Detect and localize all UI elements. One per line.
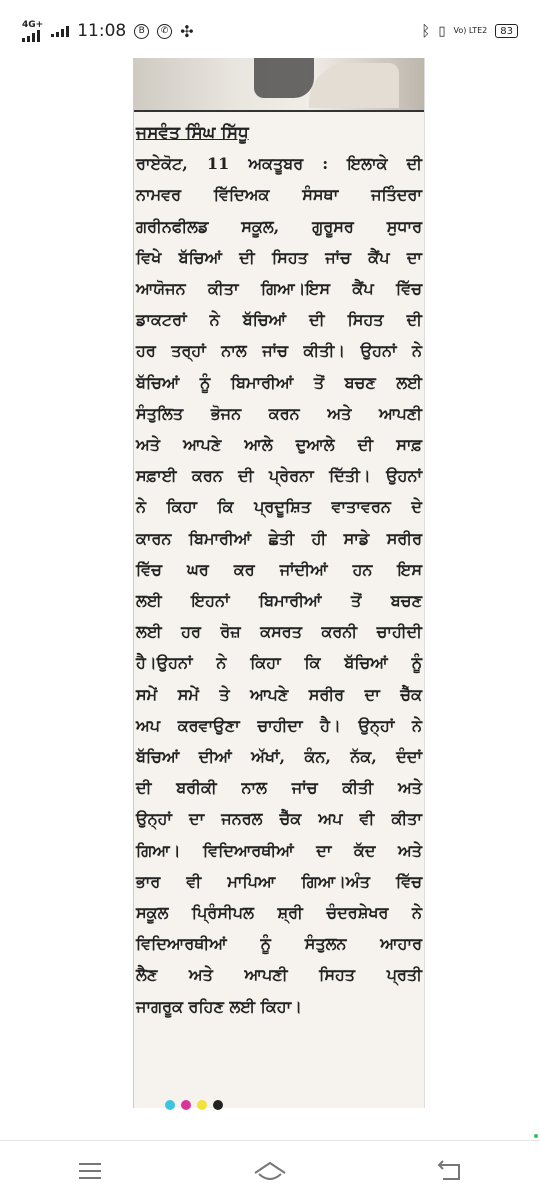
black-mark [213, 1100, 223, 1110]
cyan-mark [165, 1100, 175, 1110]
article-line: ਗਿਆ। ਵਿਦਿਆਰਥੀਆਂ ਦਾ ਕੱਦ ਅਤੇ [136, 840, 422, 860]
whatsapp-icon: ✆ [157, 24, 172, 39]
article-line: ਸਫ਼ਾਈ ਕਰਨ ਦੀ ਪ੍ਰੇਰਨਾ ਦਿੱਤੀ। ਉਹਨਾਂ [136, 466, 422, 486]
article-line: ਹਰ ਤਰ੍ਹਾਂ ਨਾਲ ਜਾਂਚ ਕੀਤੀ। ਉਹਨਾਂ ਨੇ [136, 341, 422, 361]
article-line: ਲੈਣ ਅਤੇ ਆਪਣੀ ਸਿਹਤ ਪ੍ਰਤੀ [136, 965, 422, 985]
print-color-marks [165, 1100, 223, 1110]
battery-level: 83 [500, 26, 513, 37]
navigation-bar [0, 1140, 540, 1201]
article-line: ਸਕੂਲ ਪ੍ਰਿੰਸੀਪਲ ਸ਼੍ਰੀ ਚੰਦਰਸ਼ੇਖਰ ਨੇ [136, 903, 422, 923]
volte-indicator: Vo) LTE2 [453, 26, 488, 35]
back-button[interactable] [420, 1151, 480, 1191]
article-line: ਅਪ ਕਰਵਾਉਣਾ ਚਾਹੀਦਾ ਹੈ। ਉਨ੍ਹਾਂ ਨੇ [136, 715, 422, 735]
signal-icon-2 [51, 25, 69, 37]
article-line: ਸੰਤੁਲਿਤ ਭੋਜਨ ਕਰਨ ਅਤੇ ਆਪਣੀ [136, 403, 422, 423]
home-button[interactable] [240, 1151, 300, 1191]
back-icon [435, 1159, 465, 1183]
status-bar [0, 0, 540, 62]
battery-icon [495, 24, 518, 38]
status-right [421, 22, 518, 40]
article-line: ਹੈ।ਉਹਨਾਂ ਨੇ ਕਿਹਾ ਕਿ ਬੱਚਿਆਂ ਨੂੰ [136, 653, 422, 673]
article-byline: ਜਸਵੰਤ ਸਿੰਘ ਸਿੱਧੂ [136, 123, 249, 143]
yellow-mark [197, 1100, 207, 1110]
article-line: ਲਈ ਹਰ ਰੋਜ਼ ਕਸਰਤ ਕਰਨੀ ਚਾਹੀਦੀ [136, 622, 422, 642]
article-line: ਡਾਕਟਰਾਂ ਨੇ ਬੱਚਿਆਂ ਦੀ ਸਿਹਤ ਦੀ [136, 310, 422, 330]
article-line: ਦੀ ਬਰੀਕੀ ਨਾਲ ਜਾਂਚ ਕੀਤੀ ਅਤੇ [136, 778, 422, 798]
article-line: ਰਾਏਕੋਟ, 11 ਅਕਤੂਬਰ : ਇਲਾਕੇ ਦੀ [136, 154, 422, 174]
article-line: ਲਈ ਇਹਨਾਂ ਬਿਮਾਰੀਆਂ ਤੋਂ ਬਚਣ [136, 591, 422, 611]
recent-apps-button[interactable] [60, 1151, 120, 1191]
signal-icon [22, 30, 43, 42]
article-line: ਬੱਚਿਆਂ ਨੂੰ ਬਿਮਾਰੀਆਂ ਤੋਂ ਬਚਣ ਲਈ [136, 372, 422, 392]
article-line: ਵਿਖੇ ਬੱਚਿਆਂ ਦੀ ਸਿਹਤ ਜਾਂਚ ਕੈਂਪ ਦਾ [136, 247, 422, 267]
article-line: ਆਯੋਜਨ ਕੀਤਾ ਗਿਆ।ਇਸ ਕੈਂਪ ਵਿੱਚ [136, 279, 422, 299]
network-type: 4G+ [22, 19, 44, 30]
article-line: ਗਰੀਨਫੀਲਡ ਸਕੂਲ, ਗੁਰੂਸਰ ਸੁਧਾਰ [136, 216, 422, 236]
b-notification-icon: B [134, 24, 149, 39]
article-line: ਅਤੇ ਆਪਣੇ ਆਲੇ ਦੁਆਲੇ ਦੀ ਸਾਫ਼ [136, 435, 422, 455]
article-body [134, 118, 424, 1022]
pinwheel-icon: ✣ [180, 21, 194, 41]
indicator-dot [534, 1134, 538, 1138]
home-icon [252, 1160, 288, 1182]
article-line: ਵਿਦਿਆਰਥੀਆਂ ਨੂੰ ਸੰਤੁਲਨ ਆਹਾਰ [136, 934, 422, 954]
article-line: ਜਾਗਰੂਕ ਰਹਿਣ ਲਈ ਕਿਹਾ। [136, 996, 302, 1016]
article-line: ਬੱਚਿਆਂ ਦੀਆਂ ਅੱਖਾਂ, ਕੰਨ, ਨੱਕ, ਦੰਦਾਂ [136, 747, 422, 767]
clock: 11:08 [77, 21, 127, 41]
article-line: ਕਾਰਨ ਬਿਮਾਰੀਆਂ ਛੇਤੀ ਹੀ ਸਾਡੇ ਸਰੀਰ [136, 528, 422, 548]
network-indicator [22, 21, 43, 42]
article-line: ਸਮੇਂ ਸਮੇਂ ਤੇ ਆਪਣੇ ਸਰੀਰ ਦਾ ਚੈੱਕ [136, 684, 422, 704]
article-line: ਉਨ੍ਹਾਂ ਦਾ ਜਨਰਲ ਚੈੱਕ ਅਪ ਵੀ ਕੀਤਾ [136, 809, 422, 829]
status-left [22, 21, 194, 42]
article-photo [134, 58, 424, 112]
article-line: ਨੇ ਕਿਹਾ ਕਿ ਪ੍ਰਦੂਸ਼ਿਤ ਵਾਤਾਵਰਨ ਦੇ [136, 497, 422, 517]
bluetooth-icon: ᛒ [421, 22, 431, 40]
vibrate-icon: ▯ [438, 23, 446, 39]
menu-icon [77, 1161, 103, 1181]
newspaper-clipping [133, 58, 425, 1108]
magenta-mark [181, 1100, 191, 1110]
article-line: ਵਿੱਚ ਘਰ ਕਰ ਜਾਂਦੀਆਂ ਹਨ ਇਸ [136, 559, 422, 579]
article-line: ਭਾਰ ਵੀ ਮਾਪਿਆ ਗਿਆ।ਅੰਤ ਵਿੱਚ [136, 871, 422, 891]
article-line: ਨਾਮਵਰ ਵਿੱਦਿਅਕ ਸੰਸਥਾ ਜਤਿੰਦਰਾ [136, 185, 422, 205]
